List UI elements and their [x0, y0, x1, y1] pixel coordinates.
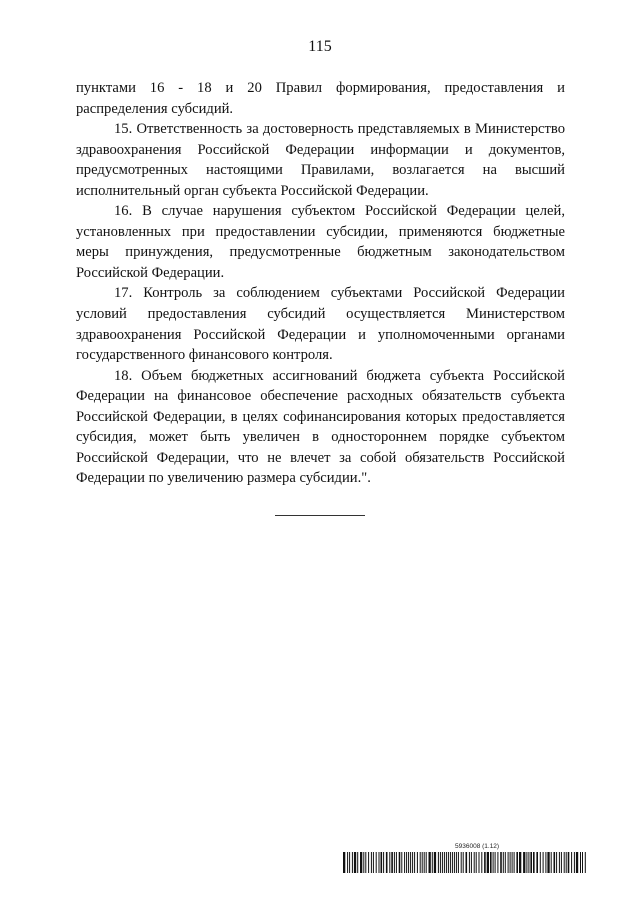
- barcode-icon: [343, 852, 589, 873]
- document-code: 5936008 (1.12): [455, 843, 500, 850]
- end-separator-line: [275, 515, 365, 516]
- page-number: 115: [308, 38, 332, 55]
- paragraph-17: 17. Контроль за соблюдением субъектами Российской Федерации условий предоставления субсидий осуществляется Министерством здравоохранения Российской Федерации и уполномоченными органами государственного финансового контроля.: [76, 285, 565, 364]
- paragraph-15: 15. Ответственность за достоверность представляемых в Министерство здравоохранения Российской Федерации информации и документов, предусмотренных настоящими Правилами, возлагается на высший исполнительный орган субъекта Российской Федерации.: [76, 121, 565, 199]
- document-body: [76, 78, 565, 489]
- paragraph-continuation: пунктами 16 - 18 и 20 Правил формирования, предоставления и распределения субсидий.: [76, 80, 565, 117]
- paragraph-16: 16. В случае нарушения субъектом Российской Федерации целей, установленных при предоставлении субсидии, применяются бюджетные меры принуждения, предусмотренные бюджетным законодательством Российской Федерации.: [76, 203, 565, 281]
- paragraph-18: 18. Объем бюджетных ассигнований бюджета субъекта Российской Федерации на финансовое обеспечение расходных обязательств субъекта Российской Федерации, в целях софинансирования которых предоставляется субсидия, может быть увеличен в одностороннем порядке субъектом Российской Федерации, что не влечет за собой обязательств Российской Федерации по увеличению размера субсидии.".: [76, 367, 565, 487]
